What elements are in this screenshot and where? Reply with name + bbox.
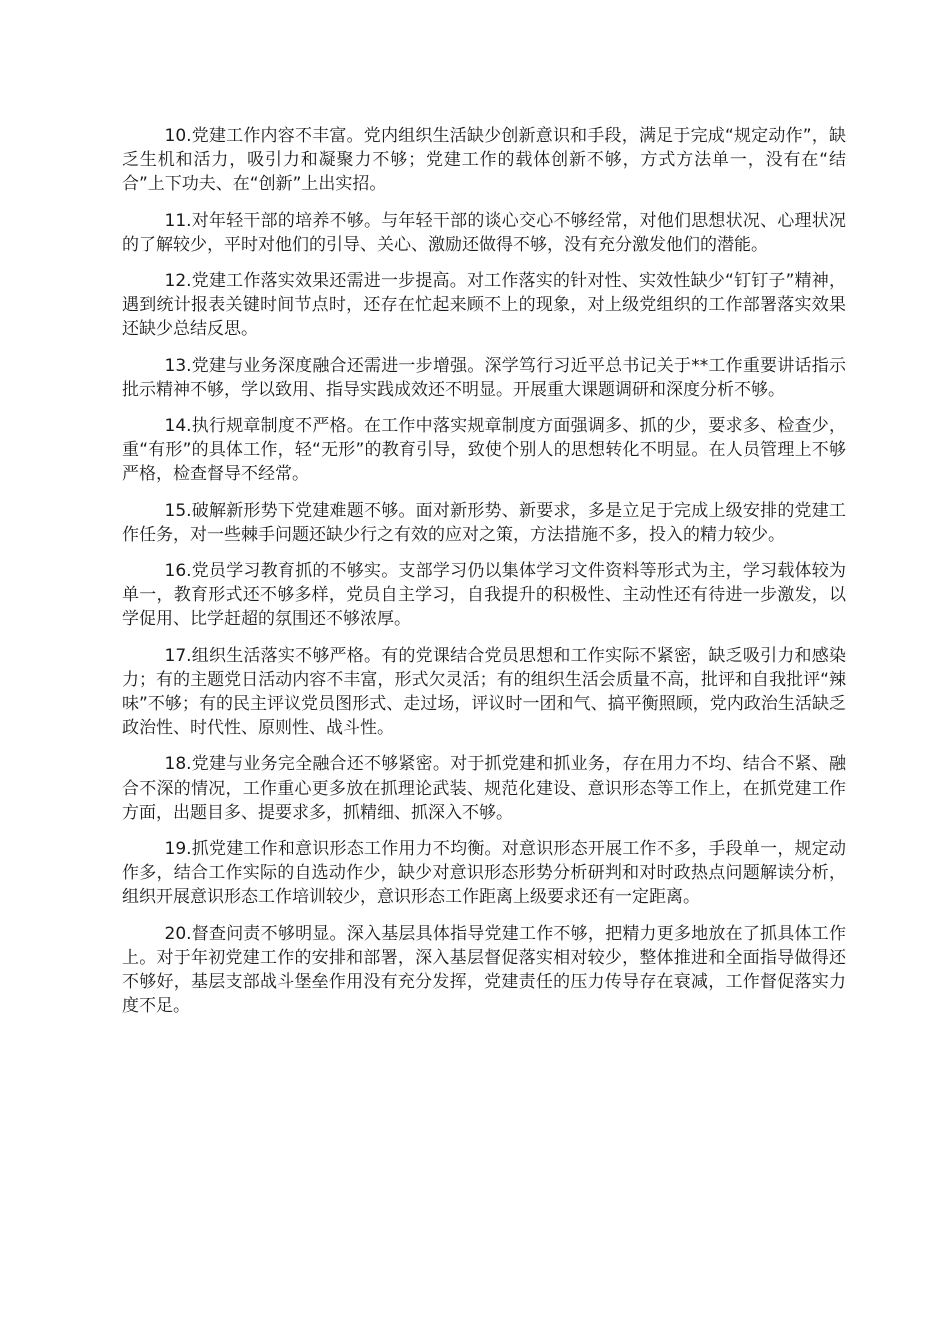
paragraph-item-10: 10.党建工作内容不丰富。党内组织生活缺少创新意识和手段，满足于完成“规定动作”，缺乏生机和活力，吸引力和凝聚力不够；党建工作的载体创新不够，方式方法单一，没有在“结合”上下功夫、在“创新”上出实招。 [122, 126, 846, 195]
paragraph-item-13: 13.党建与业务深度融合还需进一步增强。深学笃行习近平总书记关于**工作重要讲话指示批示精神不够，学以致用、指导实践成效还不明显。开展重大课题调研和深度分析不够。 [122, 355, 846, 400]
paragraph-item-15: 15.破解新形势下党建难题不够。面对新形势、新要求，多是立足于完成上级安排的党建工作任务，对一些棘手问题还缺少行之有效的应对之策，方法措施不多，投入的精力较少。 [122, 500, 846, 545]
paragraph-item-14: 14.执行规章制度不严格。在工作中落实规章制度方面强调多、抓的少，要求多、检查少，重“有形”的具体工作，轻“无形”的教育引导，致使个别人的思想转化不明显。在人员管理上不够严格，检查督导不经常。 [122, 416, 846, 485]
paragraph-item-17: 17.组织生活落实不够严格。有的党课结合党员思想和工作实际不紧密，缺乏吸引力和感染力；有的主题党日活动内容不丰富，形式欠灵活；有的组织生活会质量不高，批评和自我批评“辣味”不够；有的民主评议党员图形式、走过场，评议时一团和气、搞平衡照顾，党内政治生活缺乏政治性、时代性、原则性、战斗性。 [122, 645, 846, 739]
paragraph-item-19: 19.抓党建工作和意识形态工作用力不均衡。对意识形态开展工作不多，手段单一，规定动作多，结合工作实际的自选动作少，缺少对意识形态形势分析研判和对时政热点问题解读分析，组织开展意识形态工作培训较少，意识形态工作距离上级要求还有一定距离。 [122, 839, 846, 908]
document-body [122, 124, 846, 1031]
paragraph-item-18: 18.党建与业务完全融合还不够紧密。对于抓党建和抓业务，存在用力不均、结合不紧、融合不深的情况，工作重心更多放在抓理论武装、规范化建设、意识形态等工作上，在抓党建工作方面，出题目多、提要求多，抓精细、抓深入不够。 [122, 754, 846, 823]
paragraph-item-12: 12.党建工作落实效果还需进一步提高。对工作落实的针对性、实效性缺少“钉钉子”精神，遇到统计报表关键时间节点时，还存在忙起来顾不上的现象，对上级党组织的工作部署落实效果还缺少总结反思。 [122, 271, 846, 340]
paragraph-item-20: 20.督查问责不够明显。深入基层具体指导党建工作不够，把精力更多地放在了抓具体工作上。对于年初党建工作的安排和部署，深入基层督促落实相对较少，整体推进和全面指导做得还不够好，基层支部战斗堡垒作用没有充分发挥，党建责任的压力传导存在衰减，工作督促落实力度不足。 [122, 923, 846, 1017]
paragraph-item-11: 11.对年轻干部的培养不够。与年轻干部的谈心交心不够经常，对他们思想状况、心理状况的了解较少，平时对他们的引导、关心、激励还做得不够，没有充分激发他们的潜能。 [122, 210, 846, 255]
paragraph-item-16: 16.党员学习教育抓的不够实。支部学习仍以集体学习文件资料等形式为主，学习载体较为单一，教育形式还不够多样，党员自主学习，自我提升的积极性、主动性还有待进一步激发，以学促用、比学赶超的氛围还不够浓厚。 [122, 561, 846, 630]
